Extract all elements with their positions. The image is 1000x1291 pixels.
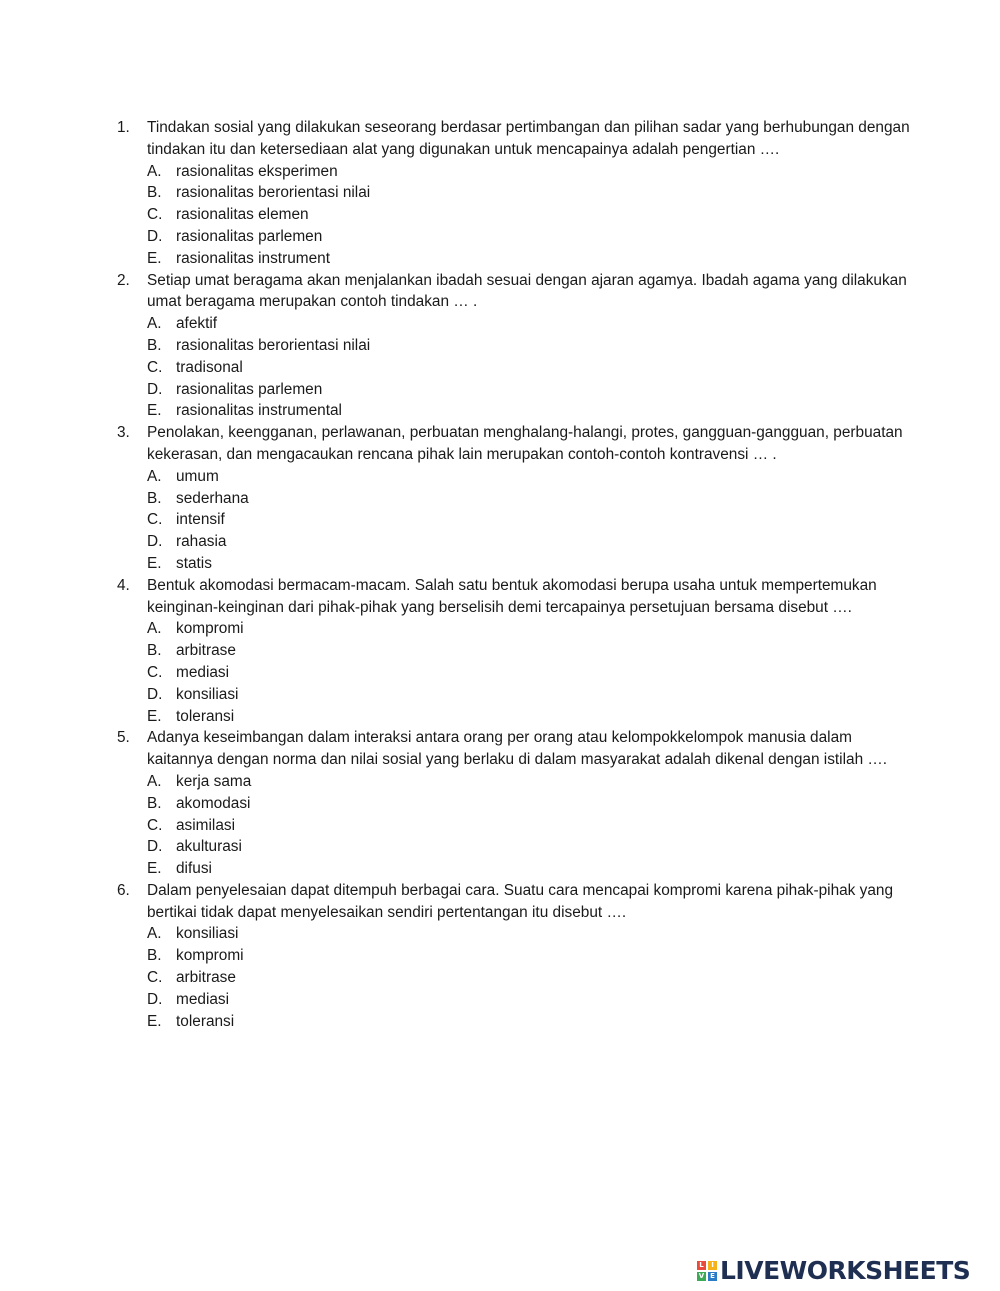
option-a[interactable]	[0, 771, 1000, 793]
logo-letter-v: V	[698, 1272, 705, 1280]
option-b[interactable]	[0, 488, 1000, 510]
question-6	[0, 880, 1000, 1033]
option-text: rasionalitas berorientasi nilai	[176, 336, 371, 354]
option-text: rasionalitas instrumental	[176, 402, 342, 420]
option-letter: E.	[147, 1012, 162, 1030]
option-text: rasionalitas eksperimen	[176, 162, 338, 180]
option-text: kerja sama	[176, 772, 252, 790]
worksheet-question-list	[0, 117, 1000, 1032]
option-b[interactable]	[0, 945, 1000, 967]
option-text: asimilasi	[176, 816, 236, 834]
option-letter: D.	[147, 685, 163, 703]
question-number: 1.	[117, 119, 130, 136]
option-letter: E.	[147, 860, 162, 878]
option-text: sederhana	[176, 489, 249, 507]
question-stem	[0, 270, 1000, 314]
option-d[interactable]	[0, 836, 1000, 858]
question-number: 2.	[117, 271, 130, 289]
question-text: Adanya keseimbangan dalam interaksi antara orang per orang atau kelompokkelompok manusia dalam kaitannya dengan norma dan nilai sosial yang berlaku di dalam masyarakat adalah dikenal dengan istilah ….	[147, 729, 888, 769]
option-e[interactable]	[0, 553, 1000, 575]
option-d[interactable]	[0, 531, 1000, 553]
option-text: toleransi	[176, 1012, 235, 1030]
option-d[interactable]	[0, 989, 1000, 1011]
option-letter: A.	[147, 772, 162, 790]
logo-letter-e: E	[708, 1272, 717, 1281]
option-text: konsiliasi	[176, 685, 239, 703]
option-letter: E.	[147, 402, 162, 420]
option-letter: A.	[147, 467, 162, 485]
question-number: 3.	[117, 424, 130, 442]
option-letter: C.	[147, 663, 163, 681]
option-a[interactable]	[0, 466, 1000, 488]
option-c[interactable]	[0, 509, 1000, 531]
option-c[interactable]	[0, 967, 1000, 989]
option-d[interactable]	[0, 684, 1000, 706]
liveworksheets-logo	[697, 1258, 970, 1284]
question-number: 4.	[117, 576, 130, 594]
option-e[interactable]	[0, 858, 1000, 880]
brand-name: LIVEWORKSHEETS	[720, 1256, 971, 1285]
option-text: kompromi	[176, 947, 244, 965]
option-text: konsiliasi	[176, 925, 239, 943]
option-letter: D.	[147, 838, 163, 856]
option-text: rasionalitas parlemen	[176, 380, 323, 398]
option-b[interactable]	[0, 640, 1000, 662]
option-text: arbitrase	[176, 969, 236, 987]
option-letter: A.	[147, 162, 162, 180]
question-stem	[0, 422, 1000, 466]
option-text: tradisonal	[176, 358, 243, 376]
option-letter: C.	[147, 816, 163, 834]
option-letter: E.	[147, 249, 162, 267]
option-e[interactable]	[0, 706, 1000, 728]
question-5	[0, 727, 1000, 880]
option-a[interactable]	[0, 923, 1000, 945]
option-e[interactable]	[0, 248, 1000, 270]
logo-mark	[697, 1261, 717, 1281]
option-text: rasionalitas parlemen	[176, 227, 323, 245]
question-text: Bentuk akomodasi bermacam-macam. Salah satu bentuk akomodasi berupa usaha untuk mempertemukan keinginan-keinginan dari pihak-pihak yang berselisih demi tercapainya persetujuan bersama disebut ….	[147, 576, 877, 616]
option-text: difusi	[176, 860, 212, 878]
option-letter: D.	[147, 227, 163, 245]
option-a[interactable]	[0, 618, 1000, 640]
option-b[interactable]	[0, 182, 1000, 204]
question-stem	[0, 117, 1000, 161]
option-text: akulturasi	[176, 838, 242, 856]
option-letter: C.	[147, 511, 163, 529]
option-letter: E.	[147, 707, 162, 725]
option-a[interactable]	[0, 313, 1000, 335]
option-letter: A.	[147, 925, 162, 943]
question-text: Dalam penyelesaian dapat ditempuh berbagai cara. Suatu cara mencapai kompromi karena pihak-pihak yang bertikai tidak dapat menyelesaikan sendiri pertentangan itu disebut ….	[147, 881, 894, 921]
option-text: mediasi	[176, 663, 230, 681]
option-b[interactable]	[0, 335, 1000, 357]
logo-letter-l: L	[697, 1261, 706, 1270]
option-a[interactable]	[0, 161, 1000, 183]
option-d[interactable]	[0, 379, 1000, 401]
option-letter: D.	[147, 380, 163, 398]
option-text: kompromi	[176, 620, 244, 638]
option-text: rasionalitas instrument	[176, 249, 330, 267]
option-e[interactable]	[0, 400, 1000, 422]
question-stem	[0, 575, 1000, 619]
question-number: 5.	[117, 729, 130, 747]
option-text: intensif	[176, 511, 225, 529]
option-text: arbitrase	[176, 642, 236, 660]
question-4	[0, 575, 1000, 728]
question-stem	[0, 880, 1000, 924]
option-c[interactable]	[0, 204, 1000, 226]
logo-letter-i: I	[708, 1261, 717, 1270]
option-letter: B.	[147, 947, 162, 965]
option-letter: D.	[147, 533, 163, 551]
option-text: rasionalitas elemen	[176, 206, 309, 224]
option-letter: C.	[147, 969, 163, 987]
option-letter: D.	[147, 990, 163, 1008]
option-letter: B.	[147, 642, 162, 660]
option-text: toleransi	[176, 707, 235, 725]
option-letter: A.	[147, 315, 162, 333]
option-text: rasionalitas berorientasi nilai	[176, 184, 371, 202]
option-text: akomodasi	[176, 794, 251, 812]
option-text: umum	[176, 467, 219, 485]
option-letter: E.	[147, 554, 162, 572]
question-text: Setiap umat beragama akan menjalankan ibadah sesuai dengan ajaran agamya. Ibadah agama yang dilakukan umat beragama merupakan contoh tindakan … .	[147, 271, 907, 311]
option-letter: A.	[147, 620, 162, 638]
option-text: afektif	[176, 315, 218, 333]
option-text: rahasia	[176, 533, 227, 551]
option-c[interactable]	[0, 815, 1000, 837]
option-letter: C.	[147, 358, 163, 376]
option-d[interactable]	[0, 226, 1000, 248]
question-1	[0, 117, 1000, 270]
question-2	[0, 270, 1000, 423]
question-number: 6.	[117, 881, 130, 899]
option-letter: B.	[147, 489, 162, 507]
option-e[interactable]	[0, 1011, 1000, 1033]
option-letter: B.	[147, 794, 162, 812]
option-c[interactable]	[0, 357, 1000, 379]
question-text: Penolakan, keengganan, perlawanan, perbuatan menghalang-halangi, protes, gangguan-gangguan, perbuatan kekerasan, dan mengacaukan rencana pihak lain merupakan contoh-contoh kontravensi … .	[147, 424, 903, 463]
option-text: mediasi	[176, 990, 230, 1008]
option-text: statis	[176, 554, 212, 572]
option-c[interactable]	[0, 662, 1000, 684]
option-letter: B.	[147, 336, 162, 354]
question-text: Tindakan sosial yang dilakukan seseorang berdasar pertimbangan dan pilihan sadar yang berhubungan dengan tindakan itu dan ketersediaan alat yang digunakan untuk mencapainya adalah pengertian ….	[147, 119, 910, 158]
question-stem	[0, 727, 1000, 771]
option-b[interactable]	[0, 793, 1000, 815]
option-letter: B.	[147, 184, 162, 202]
option-letter: C.	[147, 206, 163, 224]
question-3	[0, 422, 1000, 575]
